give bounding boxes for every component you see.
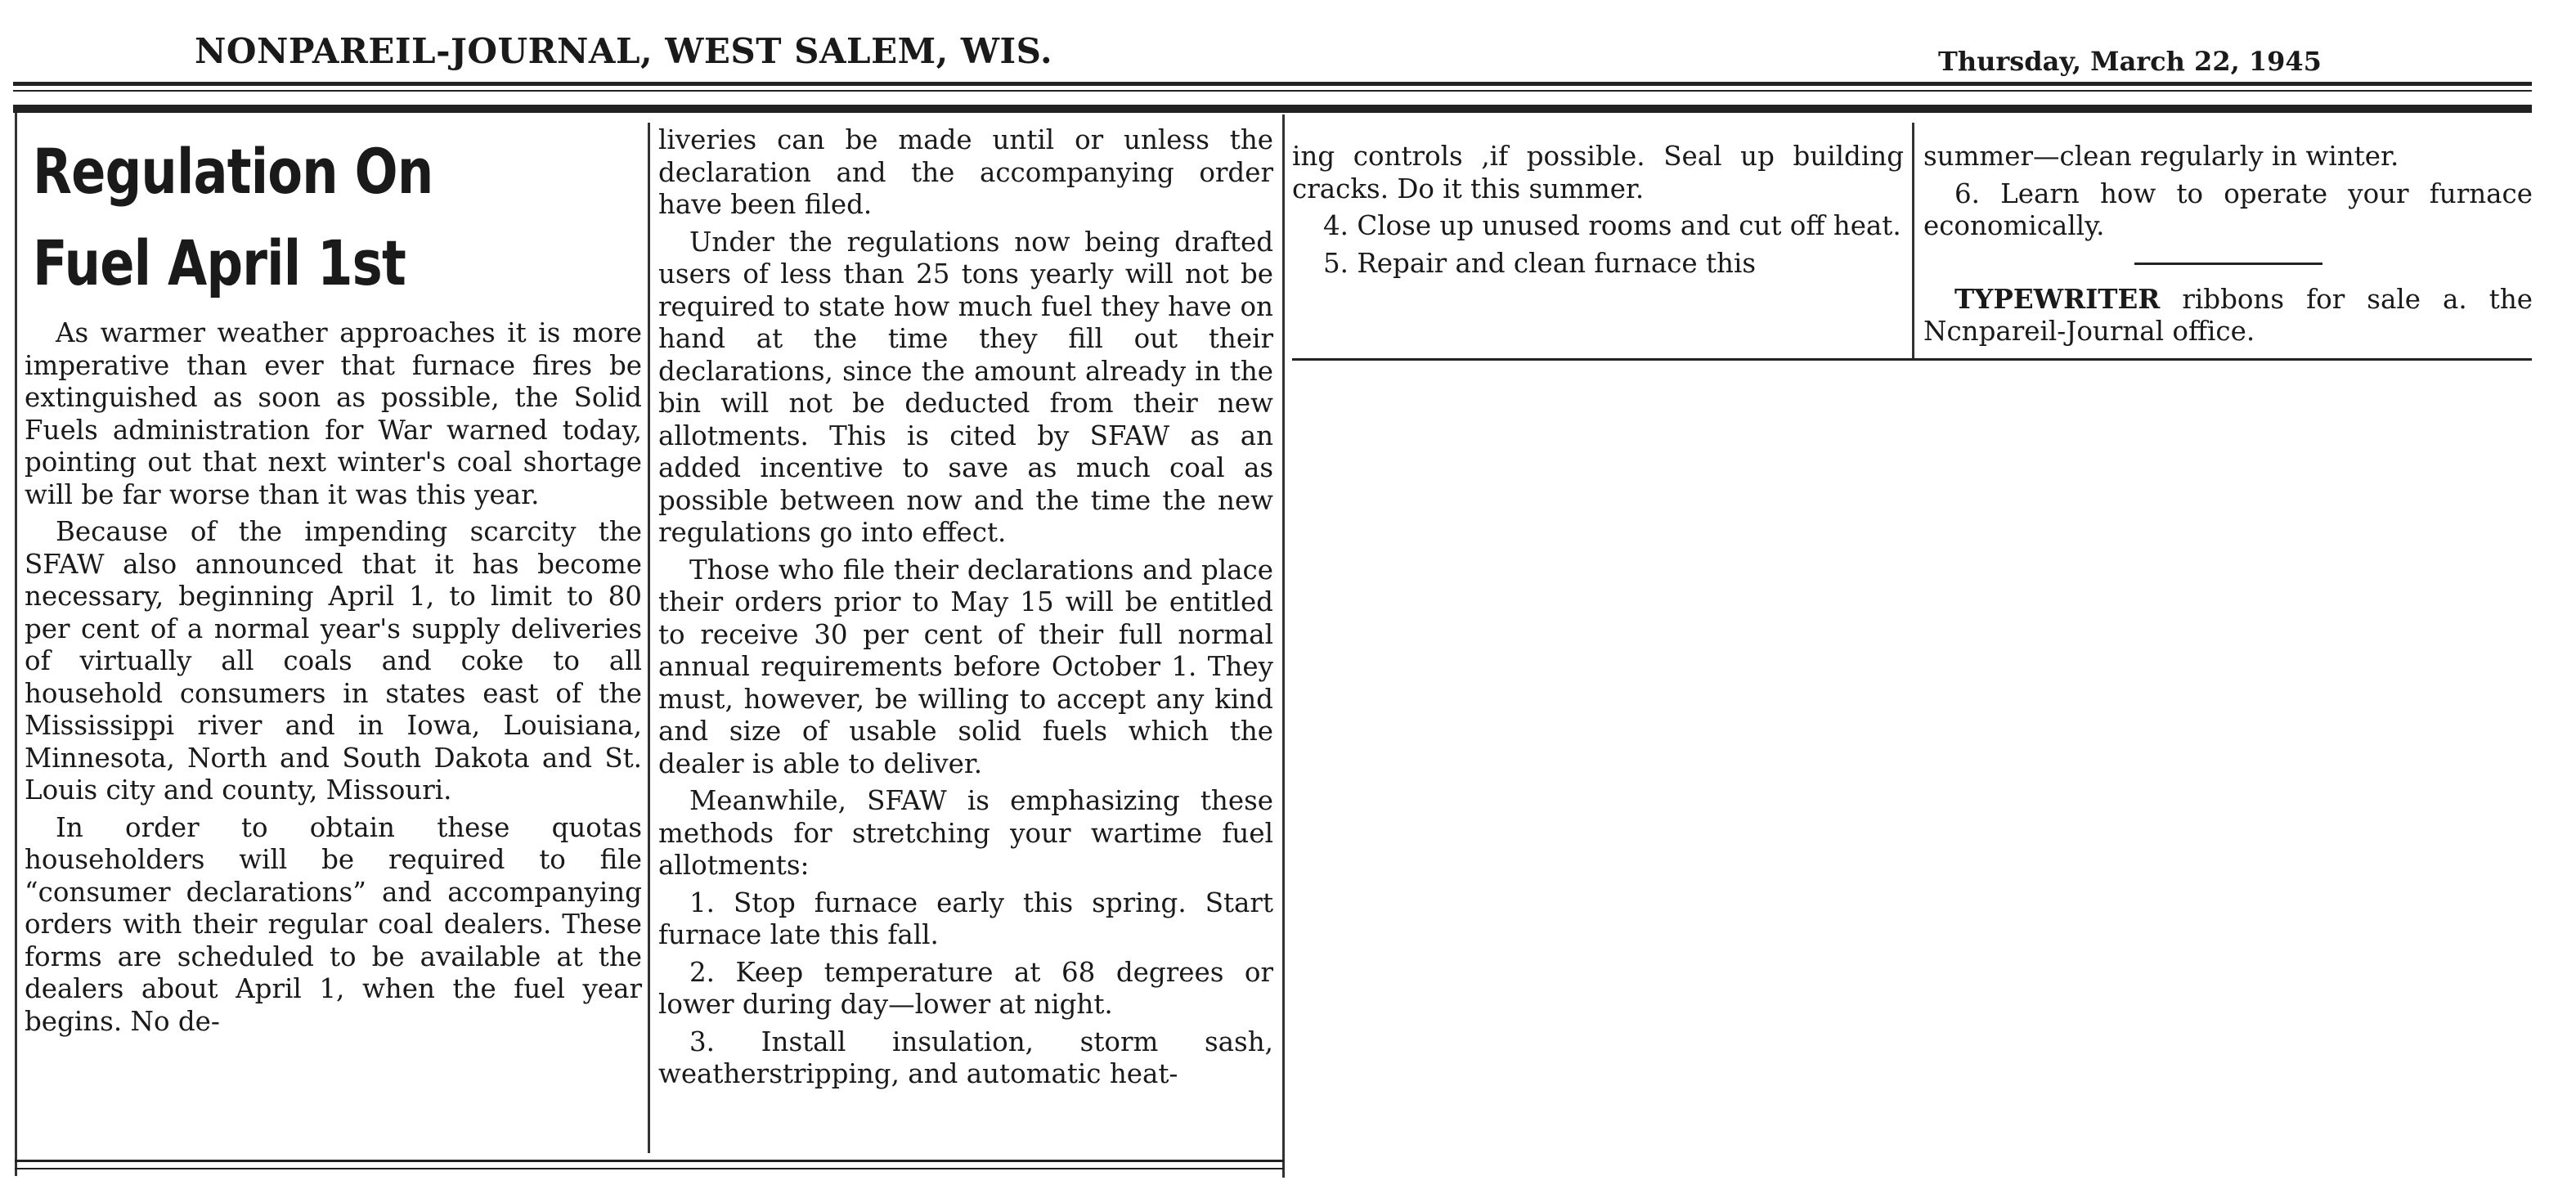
list-item-continued: ing controls ,if possible. Seal up building cracks. Do it this summer.	[1292, 141, 1904, 204]
column-divider-3	[1912, 123, 1914, 360]
list-item: 4. Close up unused rooms and cut off heat.	[1323, 210, 1901, 241]
list-item: 2. Keep temperature at 68 degrees or lower during day—lower at night.	[658, 956, 1273, 1020]
paragraph: As warmer weather approaches it is more imperative than ever that furnace fires be extinguished as soon as possible, the Solid Fuels administration for War warned today, pointing out that next winter's coal shortage will be far worse than it was this year.	[25, 317, 642, 510]
headline-line-2: Fuel April 1st	[33, 227, 406, 299]
article-column-4	[1923, 141, 2533, 353]
list-item: 6. Learn how to operate your furnace economically.	[1923, 177, 2533, 241]
masthead	[0, 16, 2576, 98]
newspaper-name: NONPAREIL-JOURNAL, WEST SALEM, WIS.	[195, 31, 1053, 71]
paragraph: Meanwhile, SFAW is emphasizing these methods for stretching your wartime fuel allotments:	[658, 785, 1273, 881]
ad-text: ribbons for sale a. the Ncnpareil-Journal office.	[1923, 283, 2533, 347]
page-bottom-rule-2	[15, 1168, 1284, 1169]
column-divider-1	[648, 123, 650, 1153]
article-column-2	[658, 124, 1273, 1096]
article-column-3	[1292, 141, 1904, 285]
paragraph: Because of the impending scarcity the SFAW also announced that it has become necessary, beginning April 1, to limit to 80 per cent of a normal year's supply deliveries of virtually all coals and coke to all household consumers in states east of the Mississippi river and in Iowa, Louisiana, Minnesota, North and South Dakota and St. Louis city and county, Missouri.	[25, 516, 642, 806]
paragraph: In order to obtain these quotas householders will be required to file “consumer declarations” and accompanying orders with their regular coal dealers. These forms are scheduled to be available at the dealers about April 1, when the fuel year begins. No de-	[25, 811, 642, 1037]
separator-rule	[2134, 263, 2322, 265]
page-rule	[13, 105, 2532, 113]
paragraph: Under the regulations now being drafted users of less than 25 tons yearly will not be required to state how much fuel they have on hand at the time they fill out their declarations, since the amount already in the bin will not be deducted from their new allotments. This is cited by SFAW as an added incentive to save as much coal as possible between now and the time the new regulations go into effect.	[658, 226, 1273, 548]
column-divider-left	[15, 113, 17, 1176]
article-column-1	[25, 123, 642, 1043]
list-item: 3. Install insulation, storm sash, weatherstripping, and automatic heat-	[658, 1026, 1273, 1089]
list-item: 5. Repair and clean furnace this	[1323, 247, 1757, 279]
list-item: 1. Stop furnace early this spring. Start furnace late this fall.	[658, 887, 1273, 950]
classified-ad	[1923, 283, 2533, 348]
masthead-rule	[13, 82, 2532, 86]
list-item-continued: summer—clean regularly in winter.	[1923, 141, 2399, 172]
ad-keyword: TYPEWRITER	[1954, 282, 2161, 315]
paragraph: Those who file their declarations and place their orders prior to May 15 will be entitled to receive 30 per cent of their full normal annual requirements before October 1. They must, however, be willing to accept any kind and size of usable solid fuels which the dealer is able to deliver.	[658, 554, 1273, 779]
page-bottom-rule	[15, 1160, 1284, 1162]
headline-line-1: Regulation On	[33, 135, 433, 208]
article-headline	[33, 126, 636, 309]
paragraph: liveries can be made until or unless the declaration and the accompanying order have been filed.	[658, 124, 1273, 220]
masthead-thin-rule	[13, 90, 2532, 92]
column-divider-2	[1282, 114, 1285, 1178]
column-3-bottom-rule	[1292, 358, 2532, 361]
issue-date: Thursday, March 22, 1945	[1938, 46, 2322, 77]
